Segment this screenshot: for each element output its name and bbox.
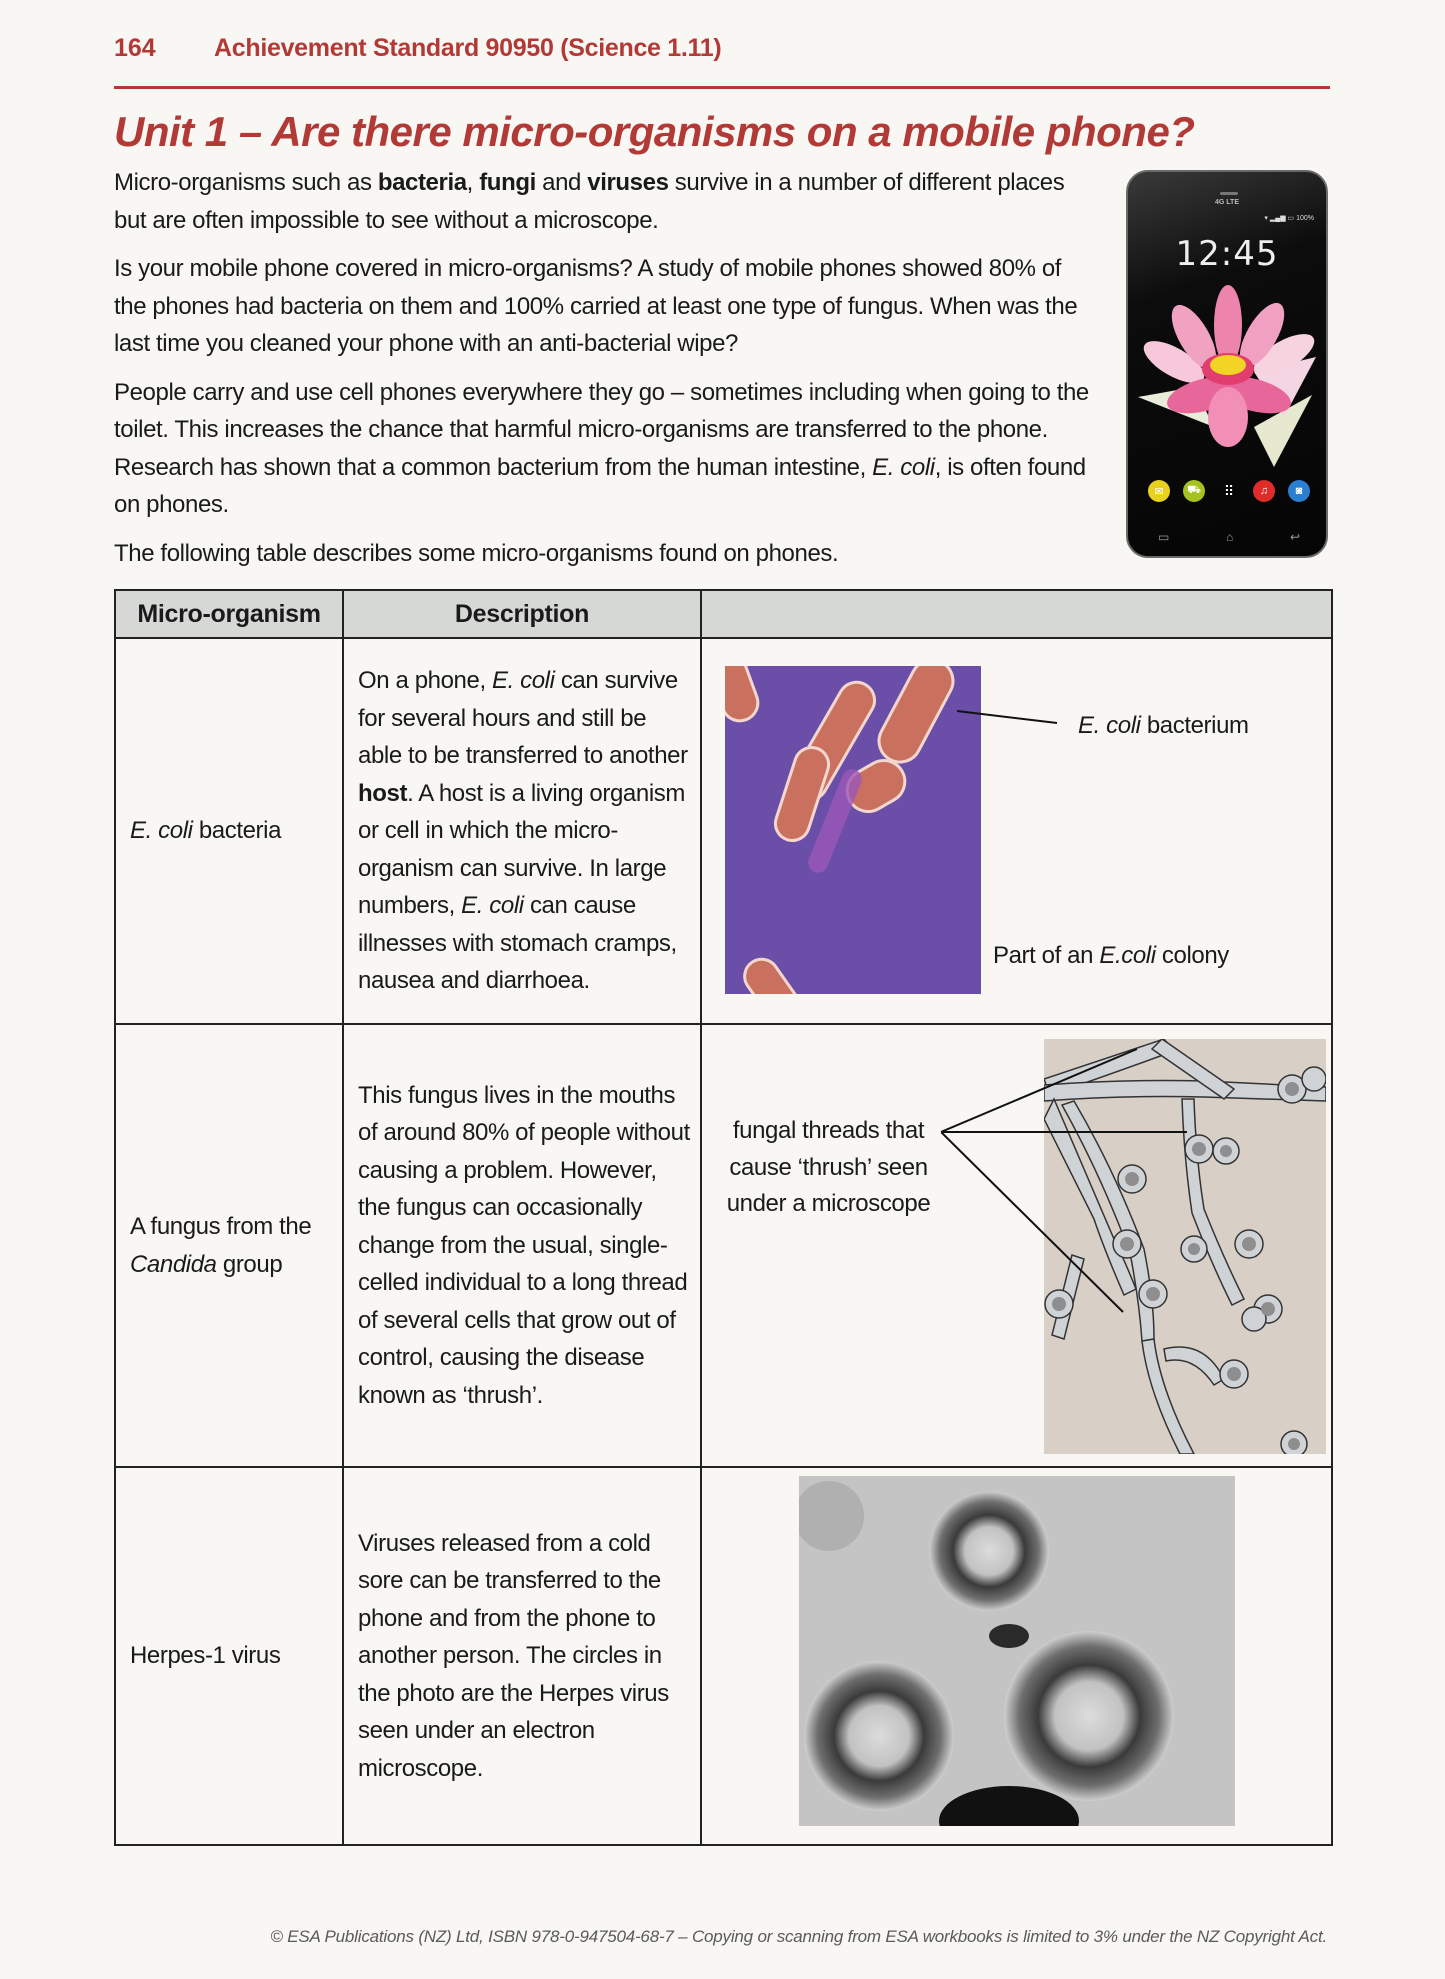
earpiece bbox=[1220, 192, 1238, 195]
text: Micro-organisms such as bbox=[114, 169, 378, 196]
phone-nav-bar bbox=[1158, 530, 1300, 544]
text-italic: E. coli bbox=[491, 667, 555, 695]
app-grid-icon: ⠿ bbox=[1223, 482, 1235, 499]
label-line: under a microscope bbox=[726, 1190, 931, 1217]
micro-organisms-table bbox=[114, 589, 1333, 1846]
label-rest: bacterium bbox=[1140, 712, 1249, 739]
shop-app-icon: ⛟ bbox=[1183, 480, 1205, 502]
caption-text: Part of an bbox=[993, 942, 1100, 969]
app-dock bbox=[1148, 480, 1310, 502]
micro-organism-name bbox=[115, 1024, 343, 1467]
lotus-flower-icon bbox=[1134, 277, 1322, 467]
term-ecoli: E. coli bbox=[872, 453, 935, 481]
fungal-threads-pointer-lines bbox=[941, 1025, 1191, 1325]
menu-icon: ▭ bbox=[1158, 530, 1170, 544]
text: survive in a number of different places but are often impossible to see without a microscope. bbox=[114, 169, 1065, 234]
text: . A host is a living organism or cell in which the micro-organism can survive. In large numbers, bbox=[358, 779, 685, 920]
intro-paragraph-2: Is your mobile phone covered in micro-organisms? A study of mobile phones showed 80% of the phones had bacteria on them and 100% carried at least one type of fungus. When was the last time you cleaned your phone with an anti-bacterial wipe? bbox=[114, 255, 1078, 357]
intro-text bbox=[114, 164, 1094, 583]
micro-organism-description bbox=[343, 638, 701, 1024]
name-italic: Candida bbox=[130, 1250, 217, 1278]
carrier-label: 4G LTE bbox=[1215, 199, 1239, 206]
ecoli-pointer-line bbox=[957, 709, 1067, 729]
micro-organism-description: Viruses released from a cold sore can be transferred to the phone and from the phone to another person. The circles in the photo are the Herpes virus seen under an electron microscope. bbox=[343, 1467, 701, 1845]
intro-paragraph-4: The following table describes some micro-organisms found on phones. bbox=[114, 539, 839, 567]
table-header-row bbox=[115, 590, 1332, 638]
phone-clock: 12:45 bbox=[1175, 234, 1279, 274]
mobile-phone-image bbox=[1126, 170, 1328, 558]
text: and bbox=[535, 169, 588, 196]
micro-organism-name bbox=[115, 638, 343, 1024]
page-number: 164 bbox=[114, 34, 156, 62]
ecoli-colony-caption bbox=[993, 937, 1229, 974]
micro-organism-image-cell bbox=[701, 1024, 1332, 1467]
term-viruses: viruses bbox=[587, 169, 669, 196]
table-row bbox=[115, 638, 1332, 1024]
column-header-image bbox=[701, 590, 1332, 638]
micro-organism-name: Herpes-1 virus bbox=[115, 1467, 343, 1845]
status-bar: ▾ ▂▄▆ ▭ 100% bbox=[1264, 215, 1314, 222]
copyright-footer: © ESA Publications (NZ) Ltd, ISBN 978-0-947504-68-7 – Copying or scanning from ESA workbooks is limited to 3% under the NZ Copyright Act. bbox=[270, 1927, 1327, 1946]
standard-title: Achievement Standard 90950 (Science 1.11) bbox=[214, 34, 722, 62]
page-header bbox=[114, 34, 1330, 89]
column-header-micro-organism: Micro-organism bbox=[115, 590, 343, 638]
ecoli-micrograph bbox=[725, 666, 981, 994]
caption-text: colony bbox=[1155, 942, 1229, 969]
micro-organism-image-cell bbox=[701, 638, 1332, 1024]
camera-app-icon: ◙ bbox=[1288, 480, 1310, 502]
caption-italic: E.coli bbox=[1099, 942, 1156, 969]
column-header-description: Description bbox=[343, 590, 701, 638]
name-rest: group bbox=[216, 1250, 283, 1278]
text: , is often found on phones. bbox=[114, 453, 1086, 518]
table-row bbox=[115, 1467, 1332, 1845]
text: , bbox=[466, 169, 480, 196]
label-line: cause ‘thrush’ seen bbox=[729, 1153, 928, 1181]
name-italic: E. coli bbox=[130, 817, 193, 845]
text: can survive for several hours and still be able to be transferred to another bbox=[358, 667, 688, 770]
label-italic: E. coli bbox=[1078, 712, 1141, 739]
term-bacteria: bacteria bbox=[377, 169, 467, 196]
ecoli-bacterium-label bbox=[1078, 707, 1249, 744]
micro-organism-image-cell bbox=[701, 1467, 1332, 1845]
text: People carry and use cell phones everywhere they go – sometimes including when going to the toilet. This increases the chance that harmful micro-organisms are transferred to the phone. Research has shown that a common bacterium from the human intestine, bbox=[114, 378, 1089, 481]
micro-organism-description: This fungus lives in the mouths of around 80% of people without causing a problem. However, the fungus can occasionally change from the usual, single-celled individual to a long thread of several cells that grow out of control, causing the disease known as ‘thrush’. bbox=[343, 1024, 701, 1467]
label-line: fungal threads that bbox=[732, 1117, 925, 1144]
intro-paragraph-3 bbox=[114, 374, 1094, 524]
term-host: host bbox=[358, 779, 408, 807]
fungal-threads-label bbox=[716, 1113, 941, 1223]
back-icon: ↩ bbox=[1289, 530, 1300, 544]
text: On a phone, bbox=[358, 667, 492, 695]
text: can cause illnesses with stomach cramps, nausea and diarrhoea. bbox=[358, 892, 677, 995]
home-icon: ⌂ bbox=[1226, 530, 1234, 544]
music-app-icon: ♫ bbox=[1253, 480, 1275, 502]
term-fungi: fungi bbox=[479, 169, 536, 196]
herpes-virus-micrograph bbox=[799, 1476, 1235, 1826]
intro-paragraph-1 bbox=[114, 164, 1094, 239]
table-row bbox=[115, 1024, 1332, 1467]
name-rest: bacteria bbox=[192, 817, 282, 845]
unit-title: Unit 1 – Are there micro-organisms on a mobile phone? bbox=[114, 108, 1195, 155]
name-line-1: A fungus from the bbox=[130, 1213, 312, 1240]
mail-app-icon: ✉ bbox=[1148, 480, 1170, 502]
text-italic: E. coli bbox=[461, 892, 524, 920]
